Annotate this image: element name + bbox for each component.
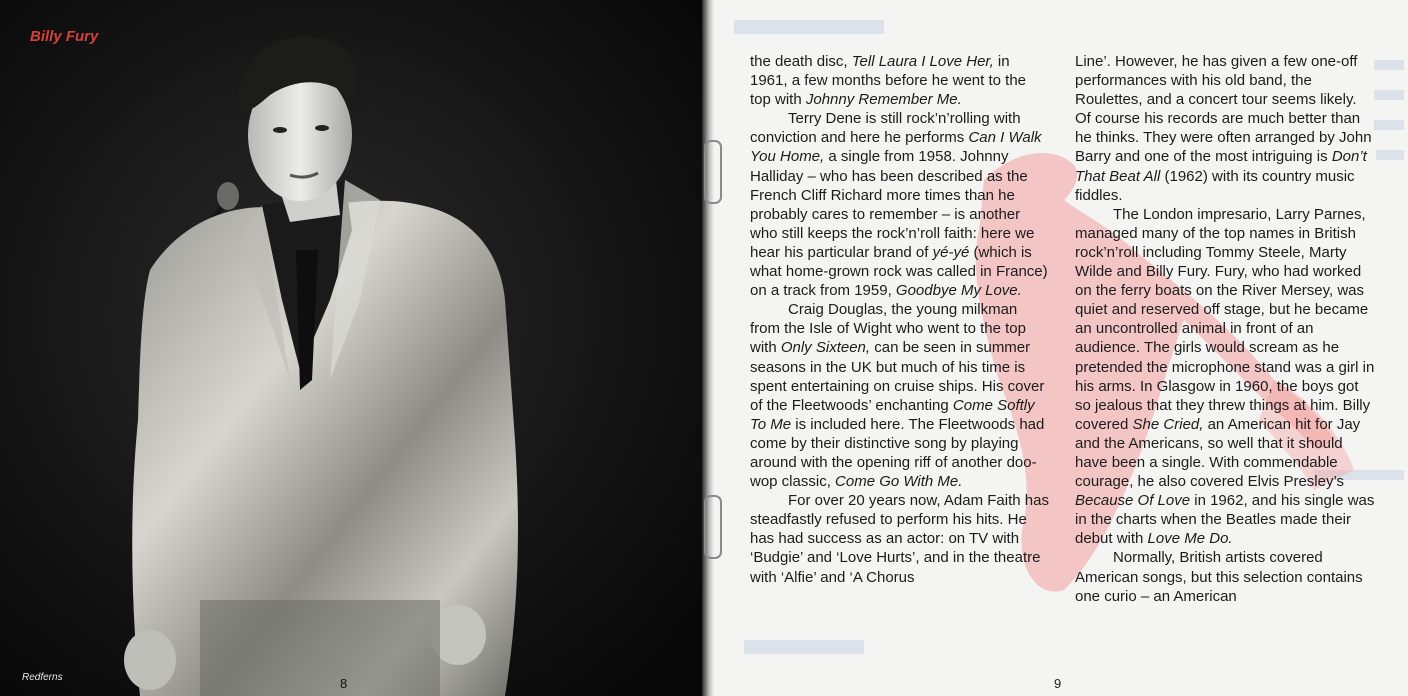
italic-title-run: Come Go With Me. xyxy=(835,473,963,491)
text-run: Terry Dene is still rock’n’rolling with conviction and here he performs xyxy=(750,110,1021,147)
text-run: the death disc, xyxy=(750,53,852,70)
text-run: (1962) with its country music fiddles. xyxy=(1075,167,1355,204)
italic-title-run: Tell Laura I Love Her, xyxy=(851,53,994,70)
italic-title-run: yé-yé xyxy=(932,243,970,261)
text-run: is included here. The Fleetwoods had come by their distinctive song by playing around with the opening riff of another doo-wop classic, xyxy=(750,415,1045,491)
italic-title-run: She Cried, xyxy=(1132,415,1204,433)
text-column-1 xyxy=(750,52,1050,587)
italic-title-run: Goodbye My Love. xyxy=(895,282,1022,300)
text-run: Craig Douglas, the young milkman from the Isle of Wight who went to the top with xyxy=(750,301,1026,357)
binding-ring-top xyxy=(704,140,722,204)
text-run: an American hit for Jay and the Americans, so well that it should have been a single. With commendable courage, he also covered Elvis Presley’s xyxy=(1075,415,1361,491)
performer-photo xyxy=(0,0,702,696)
binding-ring-bottom xyxy=(704,495,722,559)
italic-title-run: Love Me Do. xyxy=(1147,530,1233,548)
photo-credit: Redferns xyxy=(22,672,63,683)
text-run: in 1962, and his single was in the charts when the Beatles made their debut with xyxy=(1075,492,1375,548)
italic-title-run: Because Of Love xyxy=(1075,492,1191,510)
left-page xyxy=(0,0,702,696)
book-gutter xyxy=(702,0,714,696)
paragraph xyxy=(750,300,1050,491)
text-run: The London impresario, Larry Parnes, managed many of the top names in British rock’n’roll including Tommy Steele, Marty Wilde and Billy Fury. Fury, who had worked on the ferry boats on the River Mersey, was quiet and reserved off stage, but he became an uncontrolled animal in front of an audience. The girls would scream as he pretended the microphone stand was a girl in his arms. In Glasgow in 1960, the boys got so jealous that they threw things at him. Billy covered xyxy=(1075,205,1375,433)
page-number-right: 9 xyxy=(1054,676,1062,691)
text-run: Line’. However, he has given a few one-off performances with his old band, the Roulettes, and a concert tour seems likely. Of course his records are much better than he thinks. They were often arranged by John Barry and one of the most intriguing is xyxy=(1075,53,1372,166)
text-run: in 1961, a few months before he went to the top with xyxy=(750,53,1027,109)
paragraph xyxy=(1075,52,1375,205)
text-column-2 xyxy=(1075,52,1375,606)
text-run: Normally, British artists covered American songs, but this selection contains one curio – an American xyxy=(1075,549,1363,605)
italic-title-run: Don’t That Beat All xyxy=(1075,148,1367,185)
text-run: a single from 1958. Johnny Halliday – who has been described as the French Cliff Richard more times than he probably cares to remember – is another who still keeps the rock’n’roll faith: here we hear his particular brand of xyxy=(750,148,1035,261)
italic-title-run: Only Sixteen, xyxy=(780,339,871,357)
paragraph xyxy=(1075,548,1375,605)
photo-title: Billy Fury xyxy=(30,28,99,45)
page-number-left: 8 xyxy=(340,676,348,691)
paragraph xyxy=(1075,205,1375,549)
italic-title-run: Can I Walk You Home, xyxy=(750,129,1042,166)
text-run: (which is what home-grown rock was called in France) on a track from 1959, xyxy=(750,243,1048,300)
right-page xyxy=(714,0,1408,696)
italic-title-run: Johnny Remember Me. xyxy=(805,91,962,109)
italic-title-run: Come Softly To Me xyxy=(750,396,1035,433)
paragraph xyxy=(750,109,1050,300)
paragraph xyxy=(750,491,1050,586)
text-run: can be seen in summer seasons in the UK but much of his time is spent entertaining on cruise ships. His cover of the Fleetwoods’ enchanting xyxy=(750,339,1045,414)
text-run: For over 20 years now, Adam Faith has steadfastly refused to perform his hits. He has had success as an actor: on TV with ‘Budgie’ and ‘Love Hurts’, and in the theatre with ‘Alfie’ and ‘A Chorus xyxy=(750,492,1049,586)
paragraph xyxy=(750,52,1050,109)
